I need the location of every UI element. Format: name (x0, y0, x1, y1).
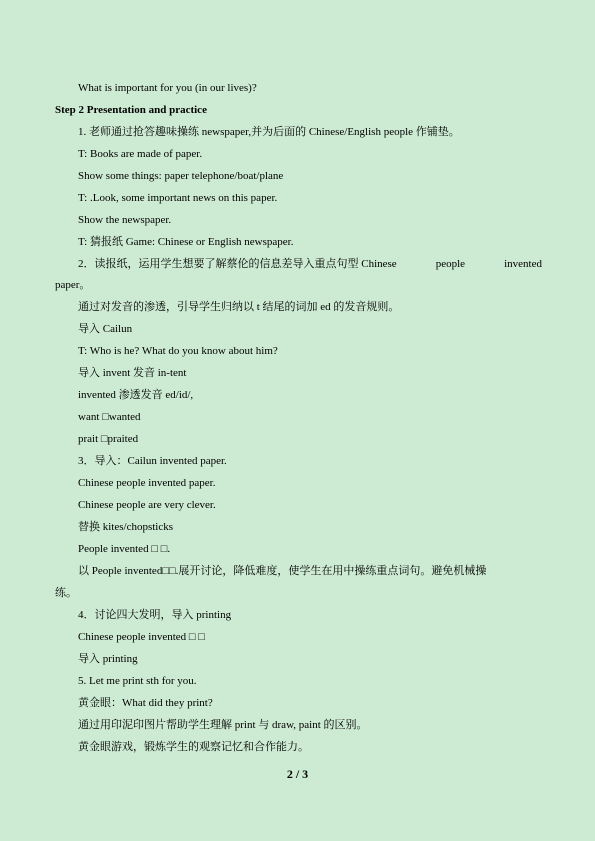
text-line: 以 People invented□□.展开讨论，降低难度，使学生在用中操练重点词句。避免机械操 (78, 565, 487, 577)
text-line: What is important for you (in our lives)? (78, 82, 257, 94)
text-line: 通过用印泥印图片帮助学生理解 print 与 draw, paint 的区别。 (78, 719, 368, 731)
text-line: 3．导入：Cailun invented paper. (78, 455, 227, 467)
text-segment: people (435, 258, 466, 270)
text-line: 通过对发音的渗透，引导学生归纳以 t 结尾的词加 ed 的发音规则。 (78, 301, 400, 313)
text-line: 导入 printing (78, 653, 138, 665)
section-heading: Step 2 Presentation and practice (55, 104, 207, 116)
text-line: Chinese people invented paper. (78, 477, 216, 489)
text-line: Chinese people are very clever. (78, 499, 216, 511)
text-line: T: Who is he? What do you know about him? (78, 345, 278, 357)
text-line: Show the newspaper. (78, 214, 172, 226)
text-line (78, 257, 542, 271)
text-line: T: 猜报纸 Game: Chinese or English newspaper. (78, 236, 294, 248)
text-line: want □wanted (78, 411, 141, 423)
page-number: 2 / 3 (286, 767, 309, 781)
text-line: Chinese people invented □ □ (78, 631, 205, 643)
text-line: 4．讨论四大发明，导入 printing (78, 609, 232, 621)
text-line: invented 渗透发音 ed/id/, (78, 389, 194, 401)
text-line: 黄金眼游戏，锻炼学生的观察记忆和合作能力。 (78, 741, 309, 753)
text-line: 替换 kites/chopsticks (78, 521, 174, 533)
text-line: 练。 (55, 587, 77, 599)
text-line: T: Books are made of paper. (78, 148, 203, 160)
text-line: 黄金眼：What did they print? (78, 697, 213, 709)
text-line: paper。 (55, 279, 91, 291)
text-line: 导入 invent 发音 in-tent (78, 367, 187, 379)
text-line: T: .Look, some important news on this paper. (78, 192, 278, 204)
text-segment: 2．读报纸，运用学生想要了解蔡伦的信息差导入重点句型 Chinese (78, 258, 397, 270)
text-line: 导入 Cailun (78, 323, 133, 335)
text-line: prait □praited (78, 433, 139, 445)
text-line: 5. Let me print sth for you. (78, 675, 197, 687)
text-line: People invented □ □. (78, 543, 171, 555)
text-segment: invented (504, 258, 542, 270)
text-line: Show some things: paper telephone/boat/plane (78, 170, 284, 182)
text-line: 1. 老师通过抢答趣味操练 newspaper,并为后面的 Chinese/English people 作铺垫。 (78, 126, 460, 138)
